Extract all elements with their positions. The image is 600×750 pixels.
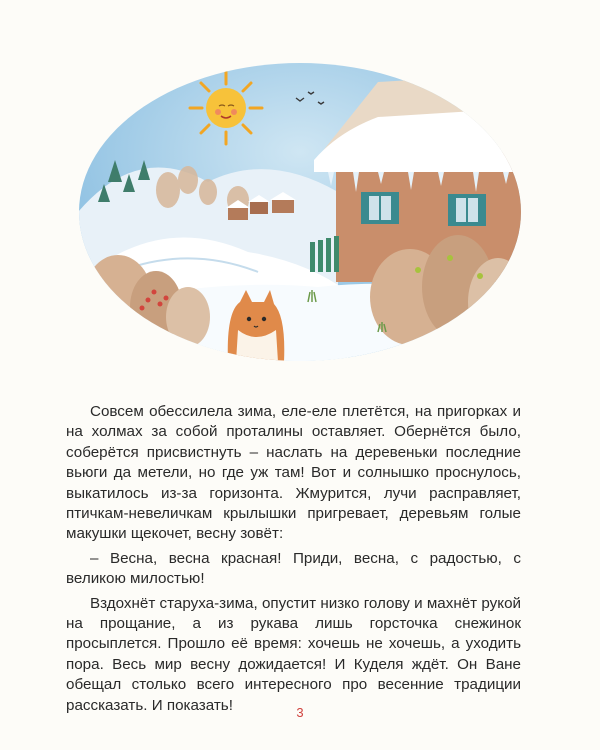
sun-illustration (190, 72, 262, 144)
paragraph: Вздохнёт старуха-зима, опустит низко голову и махнёт рукой на прощание, а из рукава лишь горсточка снежинок просыплется. Прошло её время: хочешь не хочешь, а уходить пора. Весь мир весну дожидается! И Куделя ждёт. Он Ване обещал столько всего интересного про весенние традиции рассказать. И показать! (66, 594, 521, 714)
paragraph: – Весна, весна красная! Приди, весна, с радостью, с великою милостью! (66, 549, 521, 588)
story-text (66, 402, 521, 720)
page-number: 3 (296, 705, 304, 720)
illustration (78, 62, 522, 362)
paragraph: Совсем обессилела зима, еле-еле плетётся, на пригорках и на холмах за собой проталины оставляет. Обернётся было, соберётся присвистнуть – наслать на деревеньки последние вьюги да метели, но где уж там! Вот и солнышко проснулось, выкатилось из-за горизонта. Жмурится, лучи расправляет, птичкам-невеличкам крылышки пригревает, деревьям голые макушки щекочет, весну зовёт: (66, 403, 521, 543)
